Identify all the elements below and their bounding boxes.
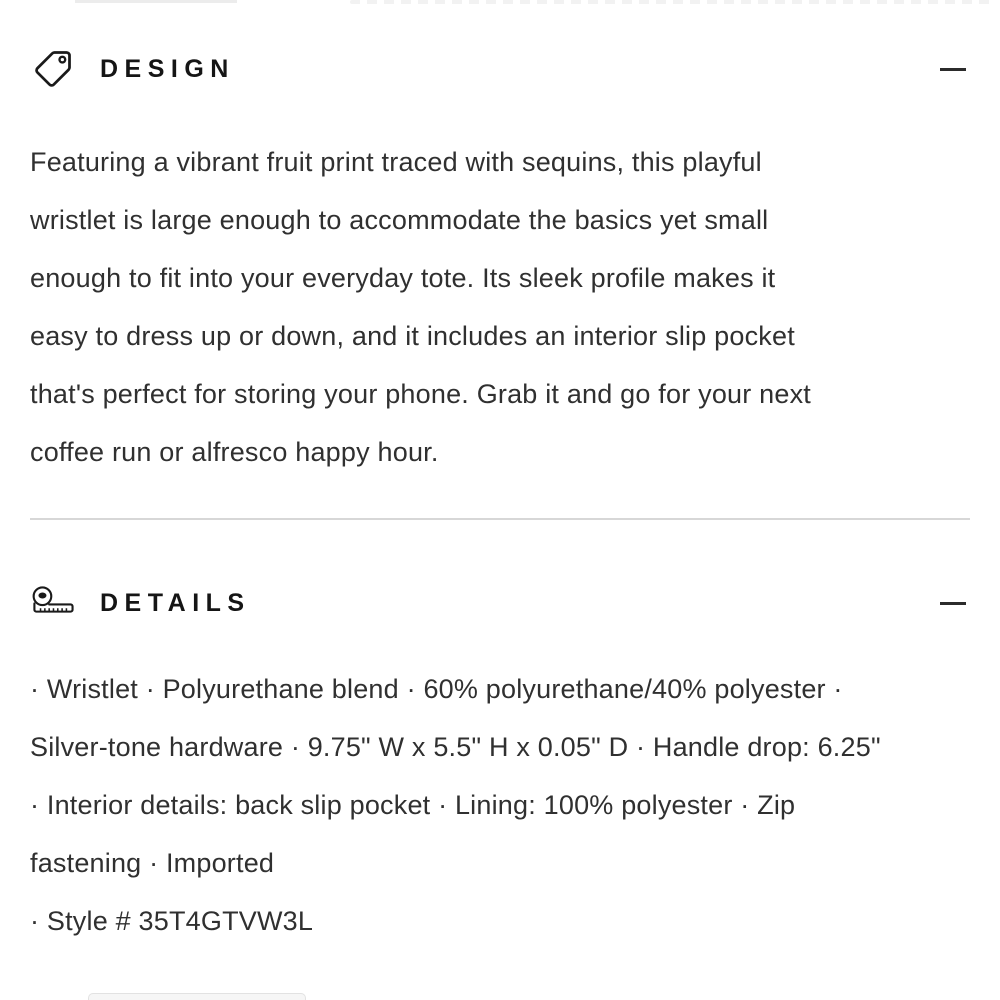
design-section-title: DESIGN (100, 54, 235, 83)
design-text-line: easy to dress up or down, and it includes an interior slip pocket (30, 321, 795, 351)
details-text-line: fastening · Imported (30, 848, 275, 878)
design-collapse-minus-icon[interactable] (940, 68, 966, 71)
details-header-left (30, 580, 251, 626)
design-text-line: enough to fit into your everyday tote. Its sleek profile makes it (30, 263, 776, 293)
details-text-line: · Style # 35T4GTVW3L (30, 906, 314, 936)
design-text-line: Featuring a vibrant fruit print traced with sequins, this playful (30, 147, 762, 177)
details-accordion-header[interactable] (30, 575, 970, 631)
design-header-left (30, 46, 235, 92)
design-text-line: coffee run or alfresco happy hour. (30, 437, 439, 467)
bottom-cut-element-edge (88, 993, 306, 1000)
design-text-line: wristlet is large enough to accommodate the basics yet small (30, 205, 769, 235)
top-edge-artifact-dashed (350, 0, 995, 4)
details-text-line: · Interior details: back slip pocket · Lining: 100% polyester · Zip (30, 790, 796, 820)
design-description (30, 133, 970, 481)
tag-icon (30, 46, 76, 92)
details-collapse-minus-icon[interactable] (940, 602, 966, 605)
details-text-line: · Wristlet · Polyurethane blend · 60% polyurethane/40% polyester · (30, 674, 843, 704)
details-section-title: DETAILS (100, 588, 251, 617)
design-accordion-header[interactable] (30, 41, 970, 97)
measuring-tape-icon (30, 580, 76, 626)
section-divider (30, 518, 970, 520)
design-text-line: that's perfect for storing your phone. Grab it and go for your next (30, 379, 811, 409)
details-list (30, 660, 970, 950)
details-text-line: Silver-tone hardware · 9.75" W x 5.5" H x 0.05" D · Handle drop: 6.25" (30, 732, 881, 762)
top-edge-artifact-left (75, 0, 237, 3)
